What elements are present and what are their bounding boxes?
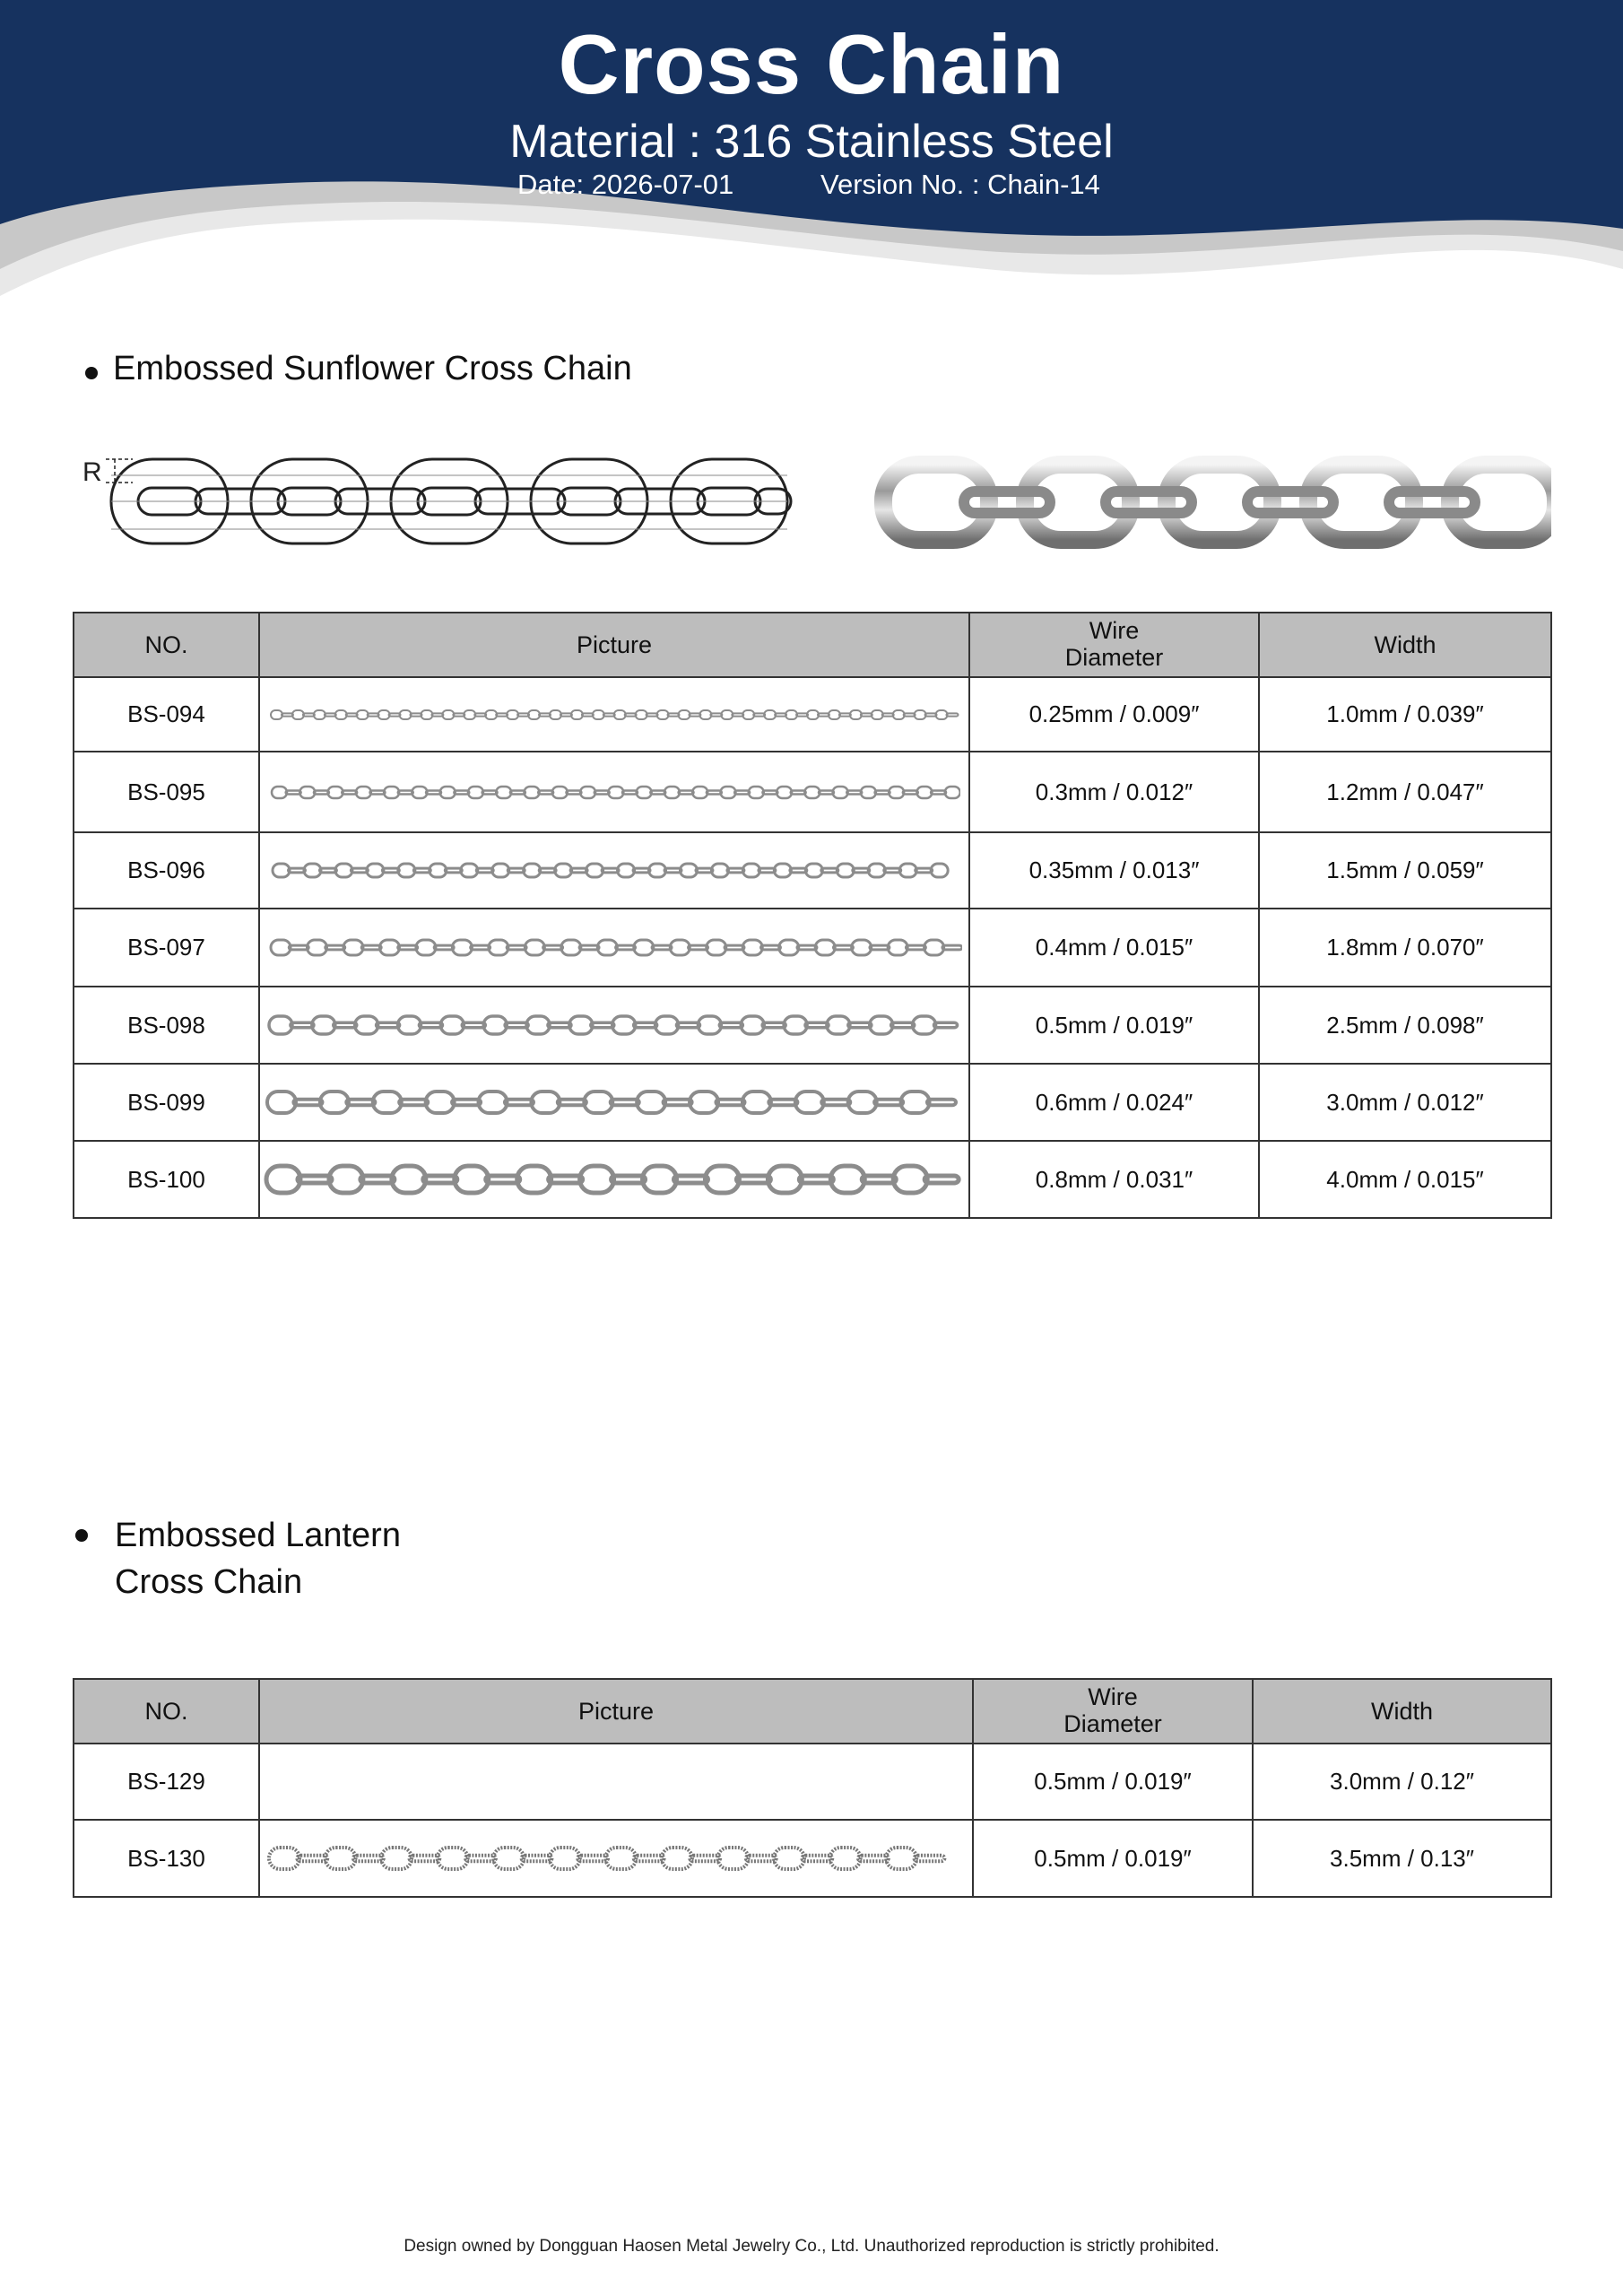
- cell-width: 2.5mm / 0.098″: [1259, 987, 1551, 1064]
- table-header-row: [74, 1679, 1551, 1744]
- table-row: [74, 987, 1551, 1064]
- cell-width: 1.2mm / 0.047″: [1259, 752, 1551, 832]
- table-row: [74, 752, 1551, 832]
- chain-line-drawing: [79, 448, 796, 561]
- version-text: Version No. : Chain-14: [820, 169, 1100, 200]
- cell-wire-diameter: 0.4mm / 0.015″: [969, 909, 1259, 987]
- cell-picture: [259, 987, 969, 1064]
- cell-width: 3.5mm / 0.13″: [1253, 1820, 1551, 1897]
- cell-no: BS-097: [74, 909, 259, 987]
- section1-bullet: [85, 367, 98, 379]
- section1-title: Embossed Sunflower Cross Chain: [113, 350, 632, 387]
- header-width: Width: [1259, 613, 1551, 677]
- table-row: [74, 677, 1551, 752]
- cell-width: 1.5mm / 0.059″: [1259, 832, 1551, 909]
- cell-width: 3.0mm / 0.12″: [1253, 1744, 1551, 1820]
- date-text: Date: 2026-07-01: [517, 169, 734, 200]
- cell-no: BS-098: [74, 987, 259, 1064]
- chain-thumbnail: [267, 706, 962, 724]
- cell-no: BS-099: [74, 1064, 259, 1141]
- chain-thumbnail: [268, 782, 960, 803]
- header-wire-line1: Wire: [1088, 1683, 1138, 1711]
- header-no: NO.: [74, 1679, 259, 1744]
- cell-no: BS-129: [74, 1744, 259, 1820]
- cell-wire-diameter: 0.5mm / 0.019″: [973, 1820, 1253, 1897]
- header-banner: [0, 0, 1623, 305]
- chain-photo: [865, 448, 1551, 561]
- cell-width: 4.0mm / 0.015″: [1259, 1141, 1551, 1218]
- cell-wire-diameter: 0.35mm / 0.013″: [969, 832, 1259, 909]
- cell-wire-diameter: 0.25mm / 0.009″: [969, 677, 1259, 752]
- cell-wire-diameter: 0.5mm / 0.019″: [973, 1744, 1253, 1820]
- cell-no: BS-100: [74, 1141, 259, 1218]
- cell-no: BS-095: [74, 752, 259, 832]
- table-header-row: [74, 613, 1551, 677]
- header-wire-line2: Diameter: [1064, 644, 1164, 671]
- table-row: [74, 1064, 1551, 1141]
- header-picture: Picture: [259, 1679, 973, 1744]
- chain-thumbnail: [265, 1843, 967, 1874]
- table-row: [74, 1141, 1551, 1218]
- chain-rendered-figure: [865, 448, 1551, 556]
- footer-copyright: Design owned by Dongguan Haosen Metal Jewelry Co., Ltd. Unauthorized reproduction is strictly prohibited.: [404, 2237, 1219, 2256]
- cell-picture: [259, 1141, 969, 1218]
- sunflower-spec-table: [73, 612, 1552, 1219]
- table-row: [74, 1744, 1551, 1820]
- header-wire-diameter: [969, 613, 1259, 677]
- header-wire-diameter: [973, 1679, 1253, 1744]
- cell-picture: [259, 832, 969, 909]
- cell-wire-diameter: 0.8mm / 0.031″: [969, 1141, 1259, 1218]
- material-subtitle: Material : 316 Stainless Steel: [509, 116, 1114, 168]
- cell-picture: [259, 1820, 973, 1897]
- cell-wire-diameter: 0.6mm / 0.024″: [969, 1064, 1259, 1141]
- header-picture: Picture: [259, 613, 969, 677]
- section2-title: [115, 1512, 401, 1605]
- cell-width: 1.8mm / 0.070″: [1259, 909, 1551, 987]
- table-row: [74, 909, 1551, 987]
- cell-width: 3.0mm / 0.012″: [1259, 1064, 1551, 1141]
- table-row: [74, 1820, 1551, 1897]
- page-title: Cross Chain: [558, 17, 1065, 111]
- cell-no: BS-130: [74, 1820, 259, 1897]
- lantern-spec-table: [73, 1678, 1552, 1898]
- cell-no: BS-094: [74, 677, 259, 752]
- chain-thumbnail: [263, 1161, 967, 1197]
- radius-label: R: [82, 457, 102, 487]
- cell-wire-diameter: 0.5mm / 0.019″: [969, 987, 1259, 1064]
- header-no: NO.: [74, 613, 259, 677]
- cell-picture: [259, 1744, 973, 1820]
- cell-width: 1.0mm / 0.039″: [1259, 677, 1551, 752]
- chain-thumbnail: [265, 1012, 963, 1039]
- section2-title-line1: Embossed Lantern: [115, 1517, 401, 1554]
- chain-thumbnail: [264, 1087, 965, 1118]
- cell-no: BS-096: [74, 832, 259, 909]
- cell-picture: [259, 1064, 969, 1141]
- cell-picture: [259, 909, 969, 987]
- cell-wire-diameter: 0.3mm / 0.012″: [969, 752, 1259, 832]
- header-width: Width: [1253, 1679, 1551, 1744]
- table-row: [74, 832, 1551, 909]
- header-wire-line2: Diameter: [1063, 1710, 1162, 1737]
- chain-outline-figure: [79, 448, 796, 556]
- chain-thumbnail: [267, 935, 962, 960]
- header-wire-line1: Wire: [1089, 617, 1140, 645]
- section2-bullet: [75, 1529, 88, 1542]
- chain-thumbnail: [269, 859, 959, 882]
- cell-picture: [259, 752, 969, 832]
- section2-title-line2: Cross Chain: [115, 1563, 303, 1601]
- cell-picture: [259, 677, 969, 752]
